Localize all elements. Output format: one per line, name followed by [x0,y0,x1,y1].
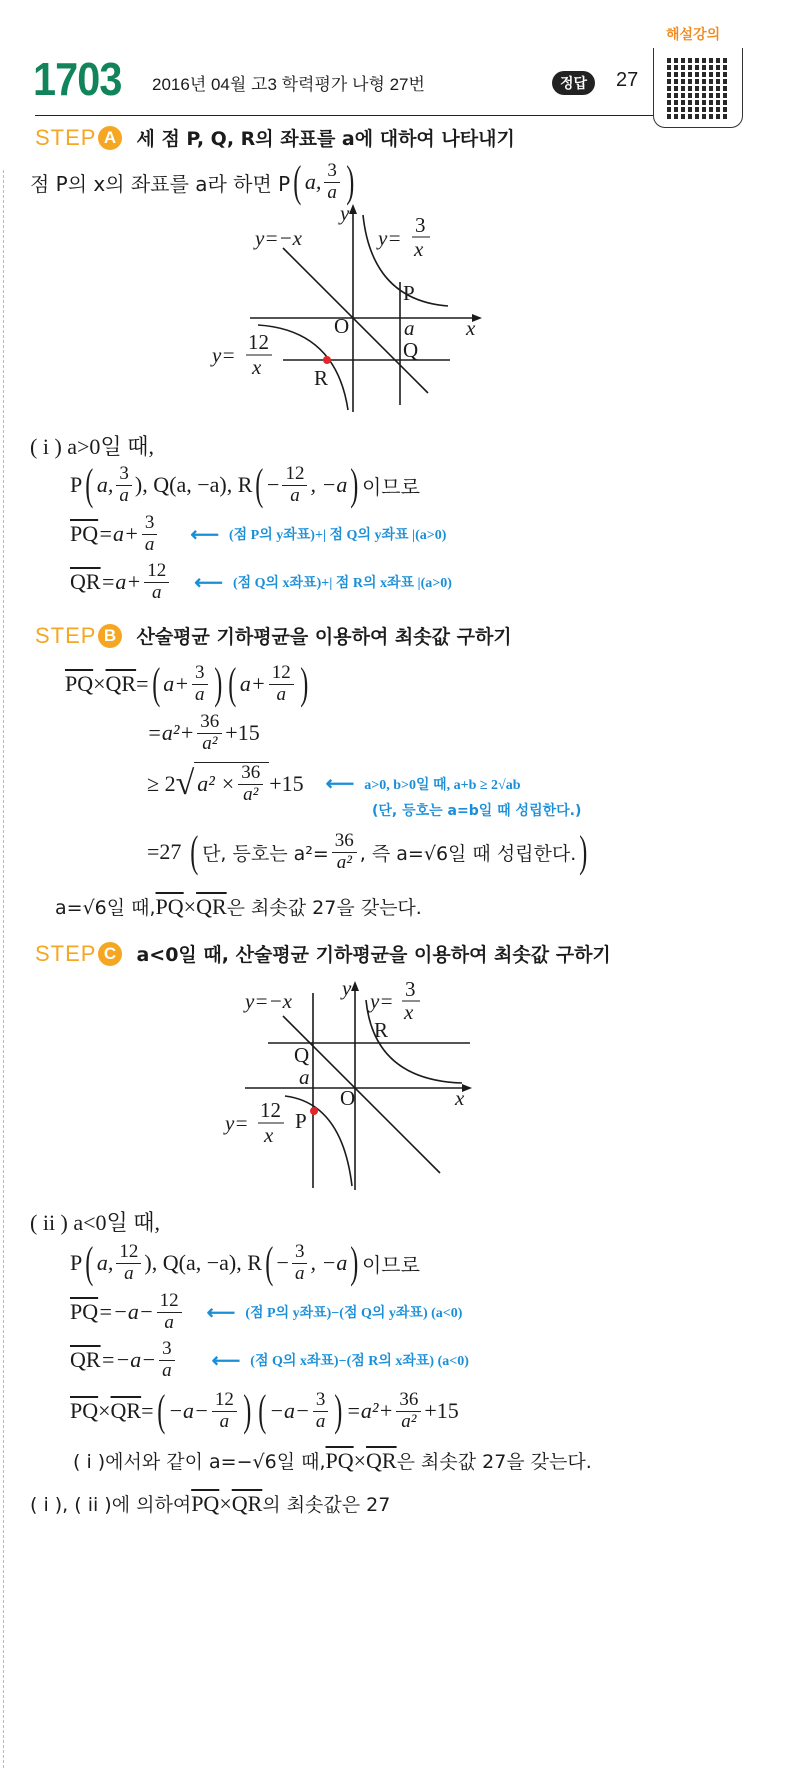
label-p: P [403,281,415,305]
fraction [396,1390,421,1433]
case1-qr [70,561,452,604]
step-letter: B [98,624,122,648]
denominator: a² [202,732,218,754]
segment-pq: $\overline{PQ}$ [155,893,184,919]
text: a=√6일 때, [55,897,156,919]
note-text: (점 P의 y좌표)+| 점 Q의 y좌표 |(a>0) [229,528,447,544]
fraction [142,513,158,556]
line-y-neg-x [283,1016,440,1173]
arrow-left-icon: ⟵ [190,523,219,546]
arrow-left-icon: ⟵ [206,1301,236,1324]
stepB-result [55,893,422,920]
qr-code-box[interactable] [653,48,743,128]
denominator: a [195,683,205,705]
lecture-label: 해설강의 [666,27,721,43]
answer-value: 27 [616,69,639,91]
note [207,1300,463,1325]
denominator: a [290,484,300,506]
label-h2: y= [212,343,236,367]
label-h2-num: 12 [260,1098,281,1122]
math: +15 [269,770,304,796]
label-origin: O [340,1086,356,1110]
text: 이므로 [361,1252,420,1277]
text: 은 최솟값 27을 갖는다. [396,1451,592,1473]
fraction [116,1242,141,1285]
label-y: y [342,976,352,1000]
math: −a− [269,1398,310,1423]
problem-number: 1703 [33,53,122,105]
sqrt-icon: √ [175,764,195,802]
graph-case-positive [200,195,500,425]
denominator: a [144,533,155,555]
label-y: y [340,201,350,225]
note [326,771,521,796]
math: a² × [197,771,236,797]
case2-coords: P ( a, $\frac{12}{a}$ ), Q(a, −a), R ( − $\frac{3}{a}$ , −a ) 이므로 [70,1238,420,1287]
case2-result [73,1447,592,1474]
segment-qr: $\overline{QR}$ [105,671,137,696]
fraction [197,712,222,755]
fraction [313,1390,329,1433]
segment-pq: $\overline{PQ}$ [70,1398,99,1423]
math: × [98,1398,111,1423]
denominator: a [164,1311,174,1333]
math: =a²+ [147,720,195,746]
segment-qr: $\overline{QR}$ [70,569,101,595]
point-p-marker [310,1107,318,1115]
numerator: 12 [269,663,294,685]
sqrt-body [194,762,269,806]
label-line: y=−x [255,226,302,250]
denominator: a [162,1359,172,1381]
numerator: 3 [159,1339,175,1361]
case2-title: ( ii ) a<0일 때, [30,1210,161,1235]
numerator: 12 [212,1390,237,1412]
case2-product: $\overline{PQ}$ × $\overline{QR}$ = ( −a− $\frac{12}{a}$ ) ( −a− $\frac{3}{a}$ ) =a²+ $\frac{36}{\text{a²}}$ +15 [70,1386,459,1435]
math: a, [96,472,114,497]
label-q: Q [403,338,419,362]
denominator: a² [401,1410,417,1432]
case2-qr [70,1339,469,1382]
text: 의 최솟값은 27 [262,1494,391,1516]
step-word: STEP [35,940,97,966]
numerator: 3 [324,161,340,183]
case1-pq [70,513,446,556]
fraction [157,1291,182,1334]
segment-qr: $\overline{QR}$ [70,1347,101,1373]
case1-title: ( i ) a>0일 때, [30,434,154,459]
label-r: R [374,1018,389,1042]
math: =27 [147,839,182,864]
numerator: 36 [197,712,222,734]
math: ), Q(a, −a), R [134,472,253,497]
numerator: 12 [157,1291,182,1313]
label-origin: O [334,314,350,338]
math: − [276,1250,289,1275]
step-b-title: 산술평균 기하평균을 이용하여 최솟값 구하기 [136,626,512,648]
fraction [192,663,208,706]
math: × [219,1490,232,1516]
segment-pq: $\overline{PQ}$ [70,1299,99,1325]
label-q: Q [294,1043,310,1067]
graph-case-negative [215,975,495,1195]
label-h2: y= [225,1111,249,1135]
header-divider [35,115,653,116]
denominator: a² [243,783,259,805]
answer-badge: 정답 [552,71,595,95]
label-h1-den: x [404,1000,414,1024]
numerator: 12 [144,561,169,583]
segment-qr: $\overline{QR}$ [231,1490,263,1516]
page-edge [3,170,4,1768]
text: , 즉 a=√6일 때 성립한다. [359,842,577,865]
math: = [141,1398,154,1423]
stepB-line1: $\overline{PQ}$ × $\overline{QR}$ = ( a+ $\frac{3}{a}$ ) ( a+ $\frac{12}{a}$ ) [65,659,309,708]
stepB-line4: =27 ( 단, 등호는 a²= $\frac{36}{\text{a²}}$ , 즉 a=√6일 때 성립한다. ) [147,827,588,876]
math: P [70,1250,83,1275]
arrow-left-icon: ⟵ [325,773,355,796]
math: a, [96,1250,114,1275]
numerator: 36 [396,1390,421,1412]
numerator: 12 [116,1242,141,1264]
step-a-intro: 점 P의 x의 좌표를 a라 하면 P ( a, $\frac{3}{a}$ ) [30,157,355,206]
math: = [136,671,149,696]
step-c-badge [35,941,136,967]
fraction [282,464,307,507]
segment-qr: $\overline{QR}$ [196,893,227,919]
segment-qr: $\overline{QR}$ [366,1447,397,1473]
label-h1-den: x [414,237,424,261]
note-text: a>0, b>0일 때, a+b ≥ 2√ab [364,777,521,793]
text: 이므로 [361,474,420,499]
step-a-heading [35,124,515,151]
numerator: 36 [238,763,263,785]
step-a-badge [35,125,136,151]
intro-text: 점 P의 x의 좌표를 a라 하면 P [30,171,291,196]
step-letter: A [98,126,122,150]
label-h1-num: 3 [415,213,426,237]
math: a+ [239,671,266,696]
segment-pq: $\overline{PQ}$ [325,1447,354,1473]
qr-code-icon [667,57,729,119]
text: ( i )에서와 같이 a=−√6일 때, [73,1451,326,1473]
step-letter: C [98,942,122,966]
note-text: (점 Q의 x좌표)+| 점 R의 x좌표 |(a>0) [232,576,452,592]
math: =−a− [100,1347,157,1373]
step-b-heading [35,622,512,649]
numerator: 3 [116,464,132,486]
math: , −a [310,472,348,497]
label-x: x [455,1086,465,1110]
denominator: a [327,181,337,203]
note [190,522,446,547]
denominator: a [276,683,286,705]
fraction [144,561,169,604]
denominator: a [119,484,129,506]
numerator: 12 [282,464,307,486]
y-arrow-icon [351,981,359,991]
label-r: R [314,366,329,390]
denominator: a [124,1262,134,1284]
math: − [267,472,280,497]
math: =a+ [98,521,139,547]
math: × [183,893,197,919]
case2-pq [70,1291,462,1334]
fraction [269,663,294,706]
label-h2-den: x [252,355,262,379]
math: =a+ [100,569,142,595]
point-r-marker [323,356,331,364]
numerator: 3 [313,1390,329,1412]
conclusion [30,1490,390,1517]
label-a: a [404,316,415,340]
label-line: y=−x [245,989,292,1013]
label-h1: y= [370,989,394,1013]
math: a+ [163,671,190,696]
math: ), Q(a, −a), R [144,1250,262,1275]
text: 은 최솟값 27을 갖는다. [226,897,422,919]
math: , −a [310,1250,348,1275]
note [194,570,452,595]
arrow-left-icon: ⟵ [194,571,223,594]
note [212,1348,469,1373]
label-a: a [299,1065,310,1089]
math: × [353,1447,367,1473]
denominator: a [315,1410,326,1432]
step-a-title: 세 점 P, Q, R의 좌표를 a에 대하여 나타내기 [136,128,515,150]
math: × [93,671,106,696]
step-c-title: a<0일 때, 산술평균 기하평균을 이용하여 최솟값 구하기 [136,944,611,966]
label-h2-num: 12 [248,330,269,354]
math: −a− [168,1398,209,1423]
step-b-badge [35,623,136,649]
step-c-heading [35,940,611,967]
numerator: 3 [192,663,208,685]
numerator: 3 [292,1242,308,1264]
math: ≥ 2 [147,770,176,796]
segment-pq: $\overline{PQ}$ [65,671,94,696]
numerator: 3 [142,513,158,535]
math: =−a− [98,1299,154,1325]
text: ( i ), ( ii )에 의하여 [30,1494,192,1516]
denominator: a [152,581,162,603]
denominator: a [219,1410,230,1432]
label-x: x [466,316,476,340]
arrow-left-icon: ⟵ [211,1349,241,1372]
step-word: STEP [35,124,97,150]
segment-pq: $\overline{PQ}$ [191,1490,220,1516]
math: a, [304,169,322,194]
text: 단, 등호는 a²= [202,842,329,865]
y-arrow-icon [349,204,357,214]
denominator: a² [336,851,352,873]
fraction [212,1390,237,1433]
fraction [116,464,132,507]
stepB-line2 [147,712,260,755]
math: P [70,472,83,497]
label-p: P [295,1109,307,1133]
segment-qr: $\overline{QR}$ [110,1398,142,1423]
label-h1-num: 3 [405,977,416,1001]
stepB-note2: (단, 등호는 a=b일 때 성립한다.) [372,803,582,819]
label-h2-den: x [264,1123,274,1147]
note-text: (점 Q의 x좌표)−(점 R의 x좌표) (a<0) [250,1354,469,1370]
denominator: a [294,1262,305,1284]
fraction [292,1242,308,1285]
step-word: STEP [35,622,97,648]
fraction [238,763,263,806]
math: =a²+ [346,1398,394,1423]
problem-source: 2016년 04월 고3 학력평가 나형 27번 [152,75,425,94]
case1-coords: P ( a, $\frac{3}{a}$ ), Q(a, −a), R ( − $\frac{12}{a}$ , −a ) 이므로 [70,460,420,509]
label-h1: y= [378,226,402,250]
segment-pq: $\overline{PQ}$ [70,521,99,547]
fraction [332,831,357,874]
fraction [159,1339,175,1382]
math: +15 [424,1398,459,1423]
note-text: (점 P의 y좌표)−(점 Q의 y좌표) (a<0) [245,1306,463,1322]
numerator: 36 [332,831,357,853]
math: +15 [225,720,260,746]
